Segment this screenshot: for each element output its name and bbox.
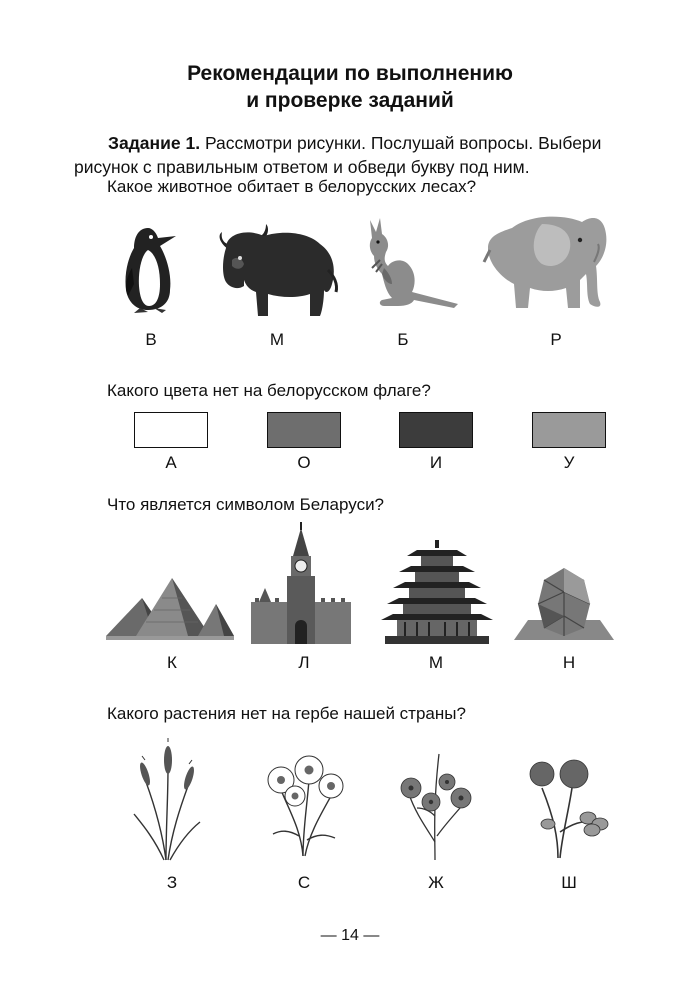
task-instruction [74,131,654,179]
color-swatch-green [532,412,606,448]
task-instruction-line-2: рисунок с правильным ответом и обведи букву под ним. [74,157,530,177]
question-4-text: Какого растения нет на гербе нашей страны? [107,704,466,723]
color-swatch-black [399,412,473,448]
option-letter[interactable]: И [429,453,443,472]
option-letter[interactable]: Б [397,330,409,349]
flax-icon [395,746,475,860]
daisy-icon [259,750,349,856]
option-letter[interactable]: А [165,453,177,472]
title-line-1: Рекомендации по выполнению [187,62,513,85]
question-3-text: Что является символом Беларуси? [107,495,385,514]
penguin-icon [118,224,182,314]
pagoda-icon [381,540,493,644]
option-letter[interactable]: М [428,653,444,672]
task-instruction-line-1: Рассмотри рисунки. Послушай вопросы. Выбери [204,133,602,153]
option-letter[interactable]: Л [298,653,310,672]
pyramids-icon [106,574,234,640]
option-letter[interactable]: С [297,873,311,892]
wheat-icon [132,738,202,860]
option-letter[interactable]: К [167,653,177,672]
national-library-icon [514,566,614,640]
kremlin-tower-icon [251,522,351,644]
option-letter[interactable]: Ш [561,873,577,892]
color-swatch-white [134,412,208,448]
option-letter[interactable]: О [297,453,311,472]
bison-icon [212,220,340,320]
option-letter[interactable]: З [166,873,178,892]
color-swatch-red [267,412,341,448]
option-letter[interactable]: У [563,453,575,472]
task-label: Задание 1. [108,133,201,153]
option-letter[interactable]: М [269,330,285,349]
option-letter[interactable]: Н [562,653,576,672]
option-letter[interactable]: В [145,330,157,349]
question-2-text: Какого цвета нет на белорусском флаге? [107,381,431,400]
question-1-text: Какое животное обитает в белорусских лесах? [107,177,477,196]
page-number: — 14 — [320,927,380,944]
title-line-2: и проверке заданий [246,89,454,112]
page-title [0,60,700,114]
elephant-icon [482,204,612,316]
kangaroo-icon [362,212,462,312]
clover-icon [518,758,608,858]
option-letter[interactable]: Р [550,330,562,349]
option-letter[interactable]: Ж [428,873,444,892]
